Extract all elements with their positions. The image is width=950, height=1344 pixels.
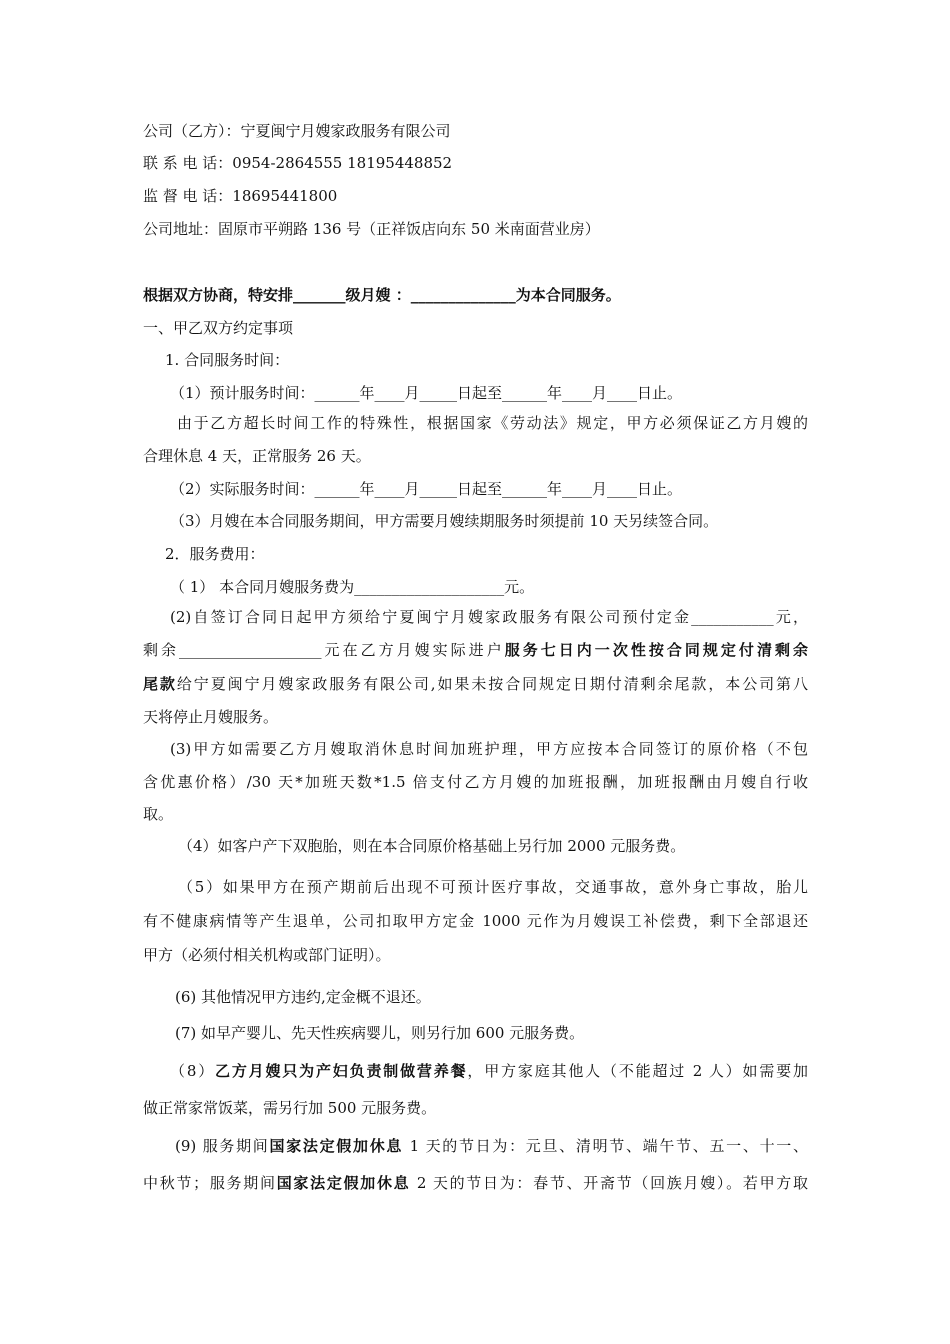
fee-clause-7: (7) 如早产婴儿、先天性疾病婴儿，则另行加 600 元服务费。 [175, 1024, 585, 1042]
fee8-prefix: （8） [170, 1062, 216, 1080]
fee-clause-5-line-1: （5）如果甲方在预产期前后出现不可预计医疗事故，交通事故，意外身亡事故，胎儿 [178, 878, 808, 896]
rest-text-line-2: 合理休息 4 天，正常服务 26 天。 [143, 447, 371, 465]
fee9-bold-text-2: 国家法定假加休息 [276, 1174, 411, 1192]
fee-clause-3-line-2: 含优惠价格）/30 天*加班天数*1.5 倍支付乙方月嫂的加班报酬，加班报酬由月嫂自行收 [143, 773, 808, 791]
phone-line: 联 系 电 话：0954-2864555 18195448852 [143, 154, 453, 172]
company-line: 公司（乙方）：宁夏闽宁月嫂家政服务有限公司 [143, 122, 451, 140]
fee-clause-5-line-2: 有不健康病情等产生退单，公司扣取甲方定金 1000 元作为月嫂误工补偿费，剩下全部退还 [143, 912, 808, 930]
fee2-text: 剩余___________________元在乙方月嫂实际进户 [143, 641, 505, 659]
fee-clause-3-line-3: 取。 [143, 805, 174, 823]
fee-clause-8-line-1 [170, 1060, 808, 1082]
fee8-text: ，甲方家庭其他人（不能超过 2 人）如需要加 [467, 1062, 808, 1080]
fee8-bold-text: 乙方月嫂只为产妇负责制做营养餐 [215, 1062, 468, 1080]
fee-clause-9-line-1 [175, 1135, 808, 1157]
fee-clause-1: （ 1） 本合同月嫂服务费为____________________元。 [170, 578, 535, 596]
item1-title: 1. 合同服务时间： [165, 351, 290, 369]
planned-time: （1）预计服务时间：______年____月_____日起至______年____月____日止。 [170, 384, 683, 402]
rest-text-line-1: 由于乙方超长时间工作的特殊性，根据国家《劳动法》规定，甲方必须保证乙方月嫂的 [177, 414, 808, 432]
section-title: 一、甲乙双方约定事项 [143, 319, 294, 337]
fee-clause-6: (6) 其他情况甲方违约,定金概不退还。 [175, 988, 431, 1006]
fee-clause-2-line-4: 天将停止月嫂服务。 [143, 708, 279, 726]
item2-title: 2．服务费用： [165, 545, 265, 563]
fee2-text-tail: 给宁夏闽宁月嫂家政服务有限公司,如果未按合同规定日期付清剩余尾款，本公司第八 [176, 675, 808, 693]
fee-clause-4: （4）如客户产下双胞胎，则在本合同原价格基础上另行加 2000 元服务费。 [178, 837, 686, 855]
fee9-prefix: (9) 服务期间 [175, 1137, 270, 1155]
actual-time: （2）实际服务时间：______年____月_____日起至______年____月____日止。 [170, 480, 683, 498]
fee-clause-2-line-2 [143, 639, 808, 661]
fee-clause-8-line-2: 做正常家常饭菜，需另行加 500 元服务费。 [143, 1099, 437, 1117]
fee9-text-2: 2 天的节日为：春节、开斋节（回族月嫂）。若甲方取 [410, 1174, 808, 1192]
fee-clause-5-line-3: 甲方（必须付相关机构或部门证明）。 [143, 946, 391, 964]
fee-clause-2-line-1: (2)自签订合同日起甲方须给宁夏闽宁月嫂家政服务有限公司预付定金___________元， [170, 608, 808, 626]
fee9-text: 1 天的节日为：元旦、清明节、端午节、五一、十一、 [403, 1137, 808, 1155]
intro-line: 根据双方协商，特安排_______级月嫂 ：______________为本合同服务。 [143, 286, 621, 304]
fee-clause-9-line-2 [143, 1172, 808, 1194]
renew-clause: （3）月嫂在本合同服务期间，甲方需要月嫂续期服务时须提前 10 天另续签合同。 [170, 512, 719, 530]
fee-clause-2-line-3 [143, 673, 808, 695]
supervision-phone-line: 监 督 电 话：18695441800 [143, 187, 338, 205]
fee-clause-3-line-1: (3)甲方如需要乙方月嫂取消休息时间加班护理，甲方应按本合同签订的原价格（不包 [170, 740, 808, 758]
fee9-prefix-2: 中秋节；服务期间 [143, 1174, 277, 1192]
address-line: 公司地址：固原市平朔路 136 号（正祥饭店向东 50 米南面营业房） [143, 220, 600, 238]
fee2-bold-text: 服务七日内一次性按合同规定付清剩余 [504, 641, 808, 659]
fee9-bold-text: 国家法定假加休息 [269, 1137, 404, 1155]
fee2-bold-tail: 尾款 [143, 675, 177, 693]
